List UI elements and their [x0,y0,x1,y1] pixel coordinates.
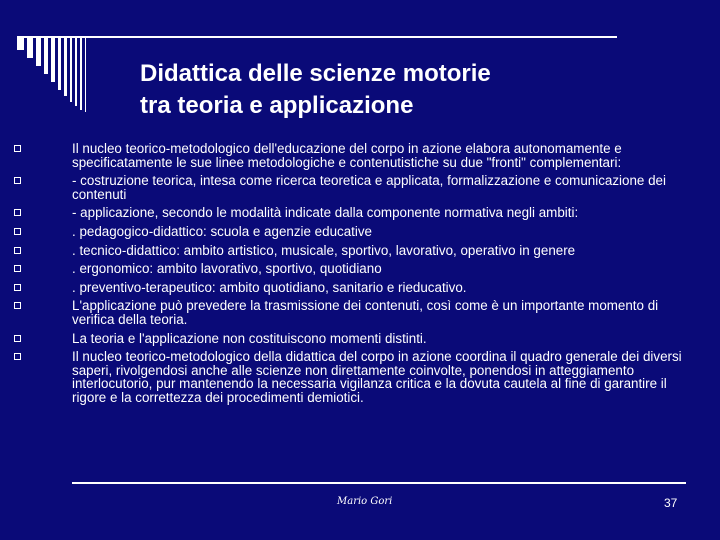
footer-author: Mario Gori [337,496,393,507]
list-item: Il nucleo teorico-metodologico dell'educazione del corpo in azione elabora autonomamente e specificatamente le sue linee metodologiche e contenutistiche su due "fronti" complementari: [14,142,694,169]
decorative-stripes [17,36,86,112]
list-item: La teoria e l'applicazione non costituiscono momenti distinti. [14,332,694,346]
square-bullet-icon [14,284,21,291]
square-bullet-icon [14,177,21,184]
square-bullet-icon [14,353,21,360]
square-bullet-icon [14,145,21,152]
list-item: . pedagogico-didattico: scuola e agenzie educative [14,225,694,239]
square-bullet-icon [14,265,21,272]
bullet-list [14,142,694,410]
title-line-1: Didattica delle scienze motorie [140,60,491,87]
list-item: L'applicazione può prevedere la trasmissione dei contenuti, così come è un importante momento di verifica della teoria. [14,299,694,326]
list-item: Il nucleo teorico-metodologico della didattica del corpo in azione coordina il quadro generale dei diversi saperi, rivolgendosi anche alle scienze non direttamente coinvolte, ponendosi in atteggiamento interlocutorio, pur mantenendo la necessaria vigilanza critica e la dovuta cautela al fine di garantire il rigore e la correttezza dei procedimenti demiotici. [14,350,694,404]
square-bullet-icon [14,335,21,342]
list-item: - costruzione teorica, intesa come ricerca teoretica e applicata, formalizzazione e comunicazione dei contenuti [14,174,694,201]
square-bullet-icon [14,247,21,254]
page-number: 37 [664,496,678,510]
list-item: . tecnico-didattico: ambito artistico, musicale, sportivo, lavorativo, operativo in genere [14,244,694,258]
list-item: . ergonomico: ambito lavorativo, sportivo, quotidiano [14,262,694,276]
square-bullet-icon [14,228,21,235]
square-bullet-icon [14,209,21,216]
footer-rule [72,482,686,484]
slide-title [140,58,491,122]
top-rule [17,36,617,38]
title-line-2: tra teoria e applicazione [140,92,414,119]
square-bullet-icon [14,302,21,309]
list-item: - applicazione, secondo le modalità indicate dalla componente normativa negli ambiti: [14,206,694,220]
list-item: . preventivo-terapeutico: ambito quotidiano, sanitario e rieducativo. [14,281,694,295]
